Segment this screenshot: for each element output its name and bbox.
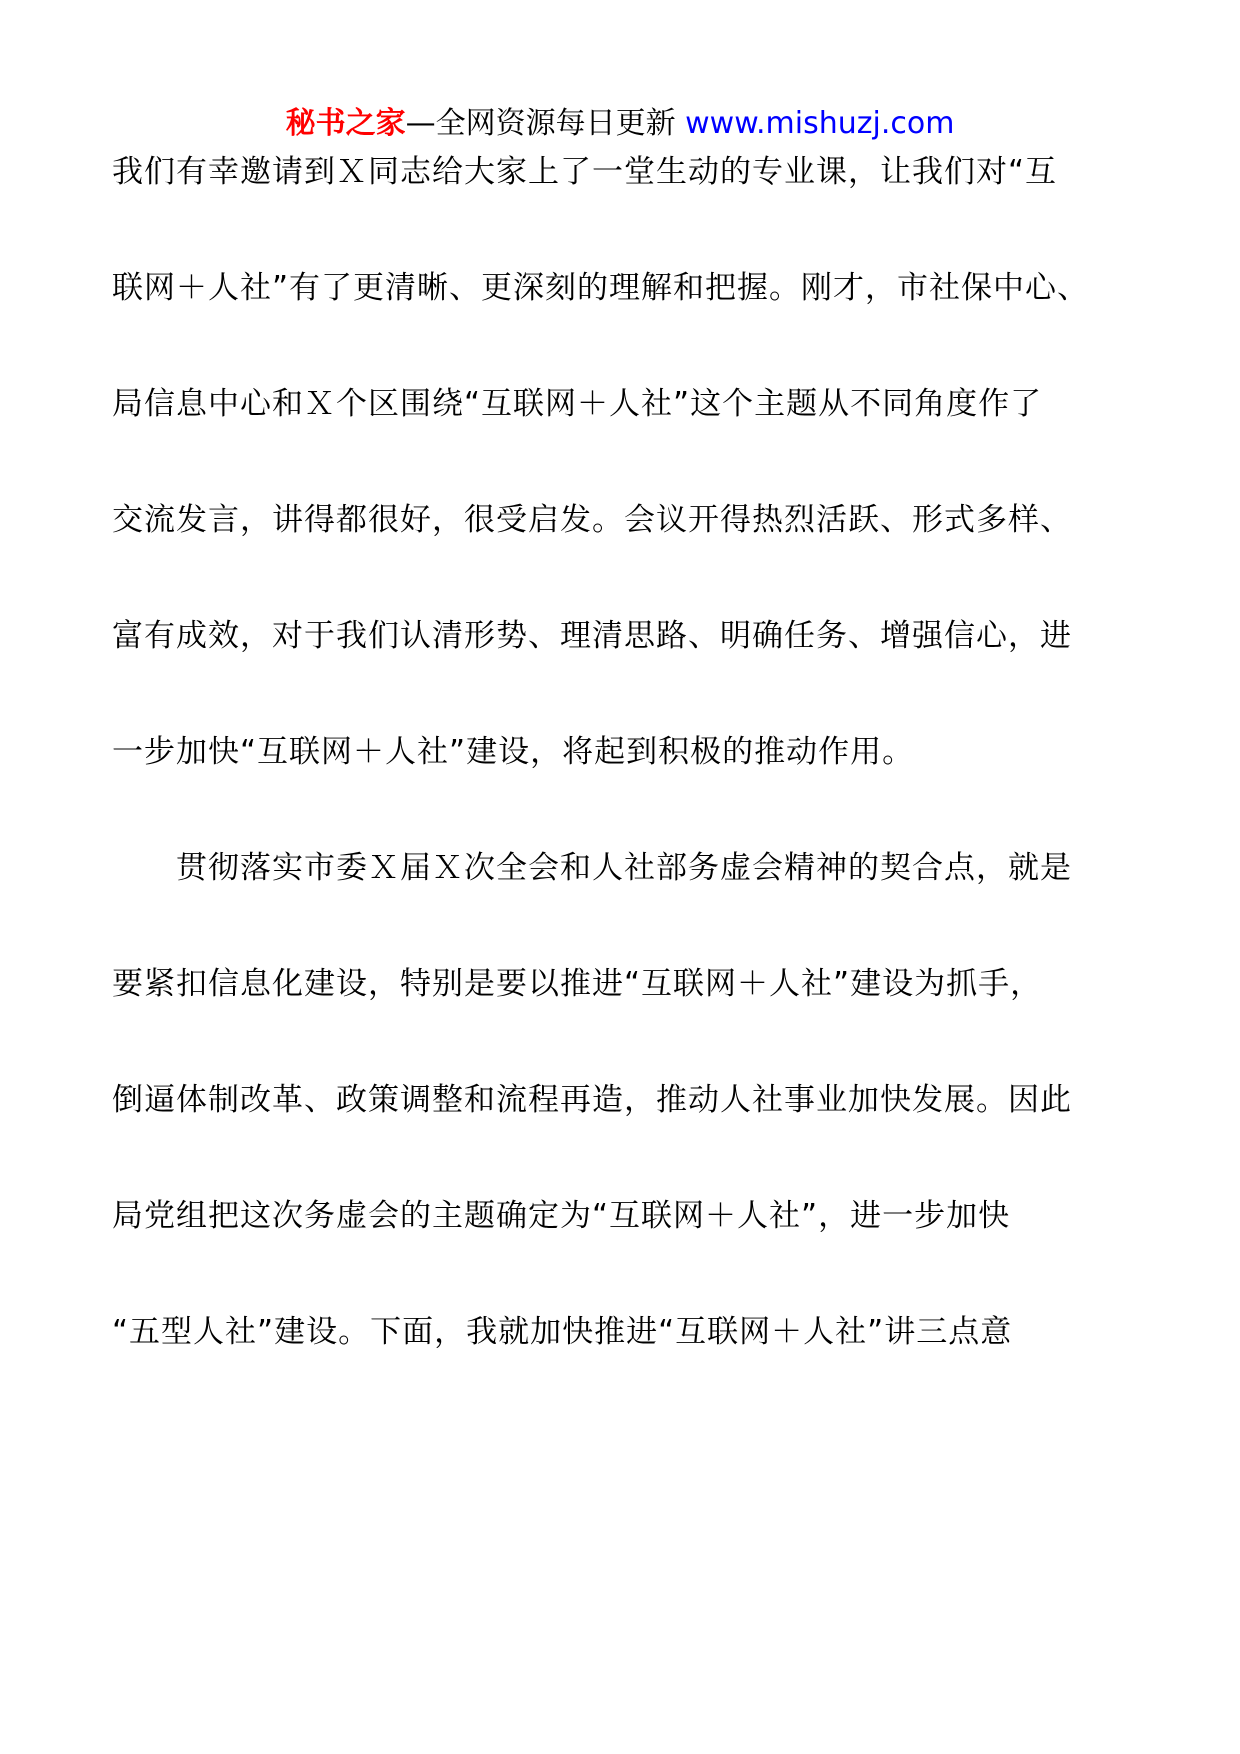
paragraph-line: 富有成效，对于我们认清形势、理清思路、明确任务、增强信心，进: [112, 618, 1072, 654]
header-url-link[interactable]: www.mishuzj.com: [685, 106, 955, 141]
paragraph-line: 贯彻落实市委Ｘ届Ｘ次全会和人社部务虚会精神的契合点，就是: [112, 850, 1072, 886]
paragraph-line: 倒逼体制改革、政策调整和流程再造，推动人社事业加快发展。因此: [112, 1082, 1072, 1118]
paragraph-line: 交流发言，讲得都很好，很受启发。会议开得热烈活跃、形式多样、: [112, 502, 1072, 538]
paragraph-line: 一步加快“互联网＋人社”建设，将起到积极的推动作用。: [112, 734, 915, 770]
paragraph-line: 局信息中心和Ｘ个区围绕“互联网＋人社”这个主题从不同角度作了: [112, 386, 1043, 422]
header-tagline: —全网资源每日更新: [405, 106, 686, 141]
paragraph-line: 要紧扣信息化建设，特别是要以推进“互联网＋人社”建设为抓手，: [112, 966, 1043, 1002]
paragraph-line: “五型人社”建设。下面，我就加快推进“互联网＋人社”讲三点意: [112, 1314, 1013, 1350]
header-brand: 秘书之家: [285, 106, 406, 141]
paragraph-line: 我们有幸邀请到Ｘ同志给大家上了一堂生动的专业课，让我们对“互: [112, 154, 1058, 190]
paragraph-line: 局党组把这次务虚会的主题确定为“互联网＋人社”，进一步加快: [112, 1198, 1011, 1234]
page-header: [0, 104, 1240, 144]
paragraph-line: 联网＋人社”有了更清晰、更深刻的理解和把握。刚才，市社保中心、: [112, 270, 1090, 306]
